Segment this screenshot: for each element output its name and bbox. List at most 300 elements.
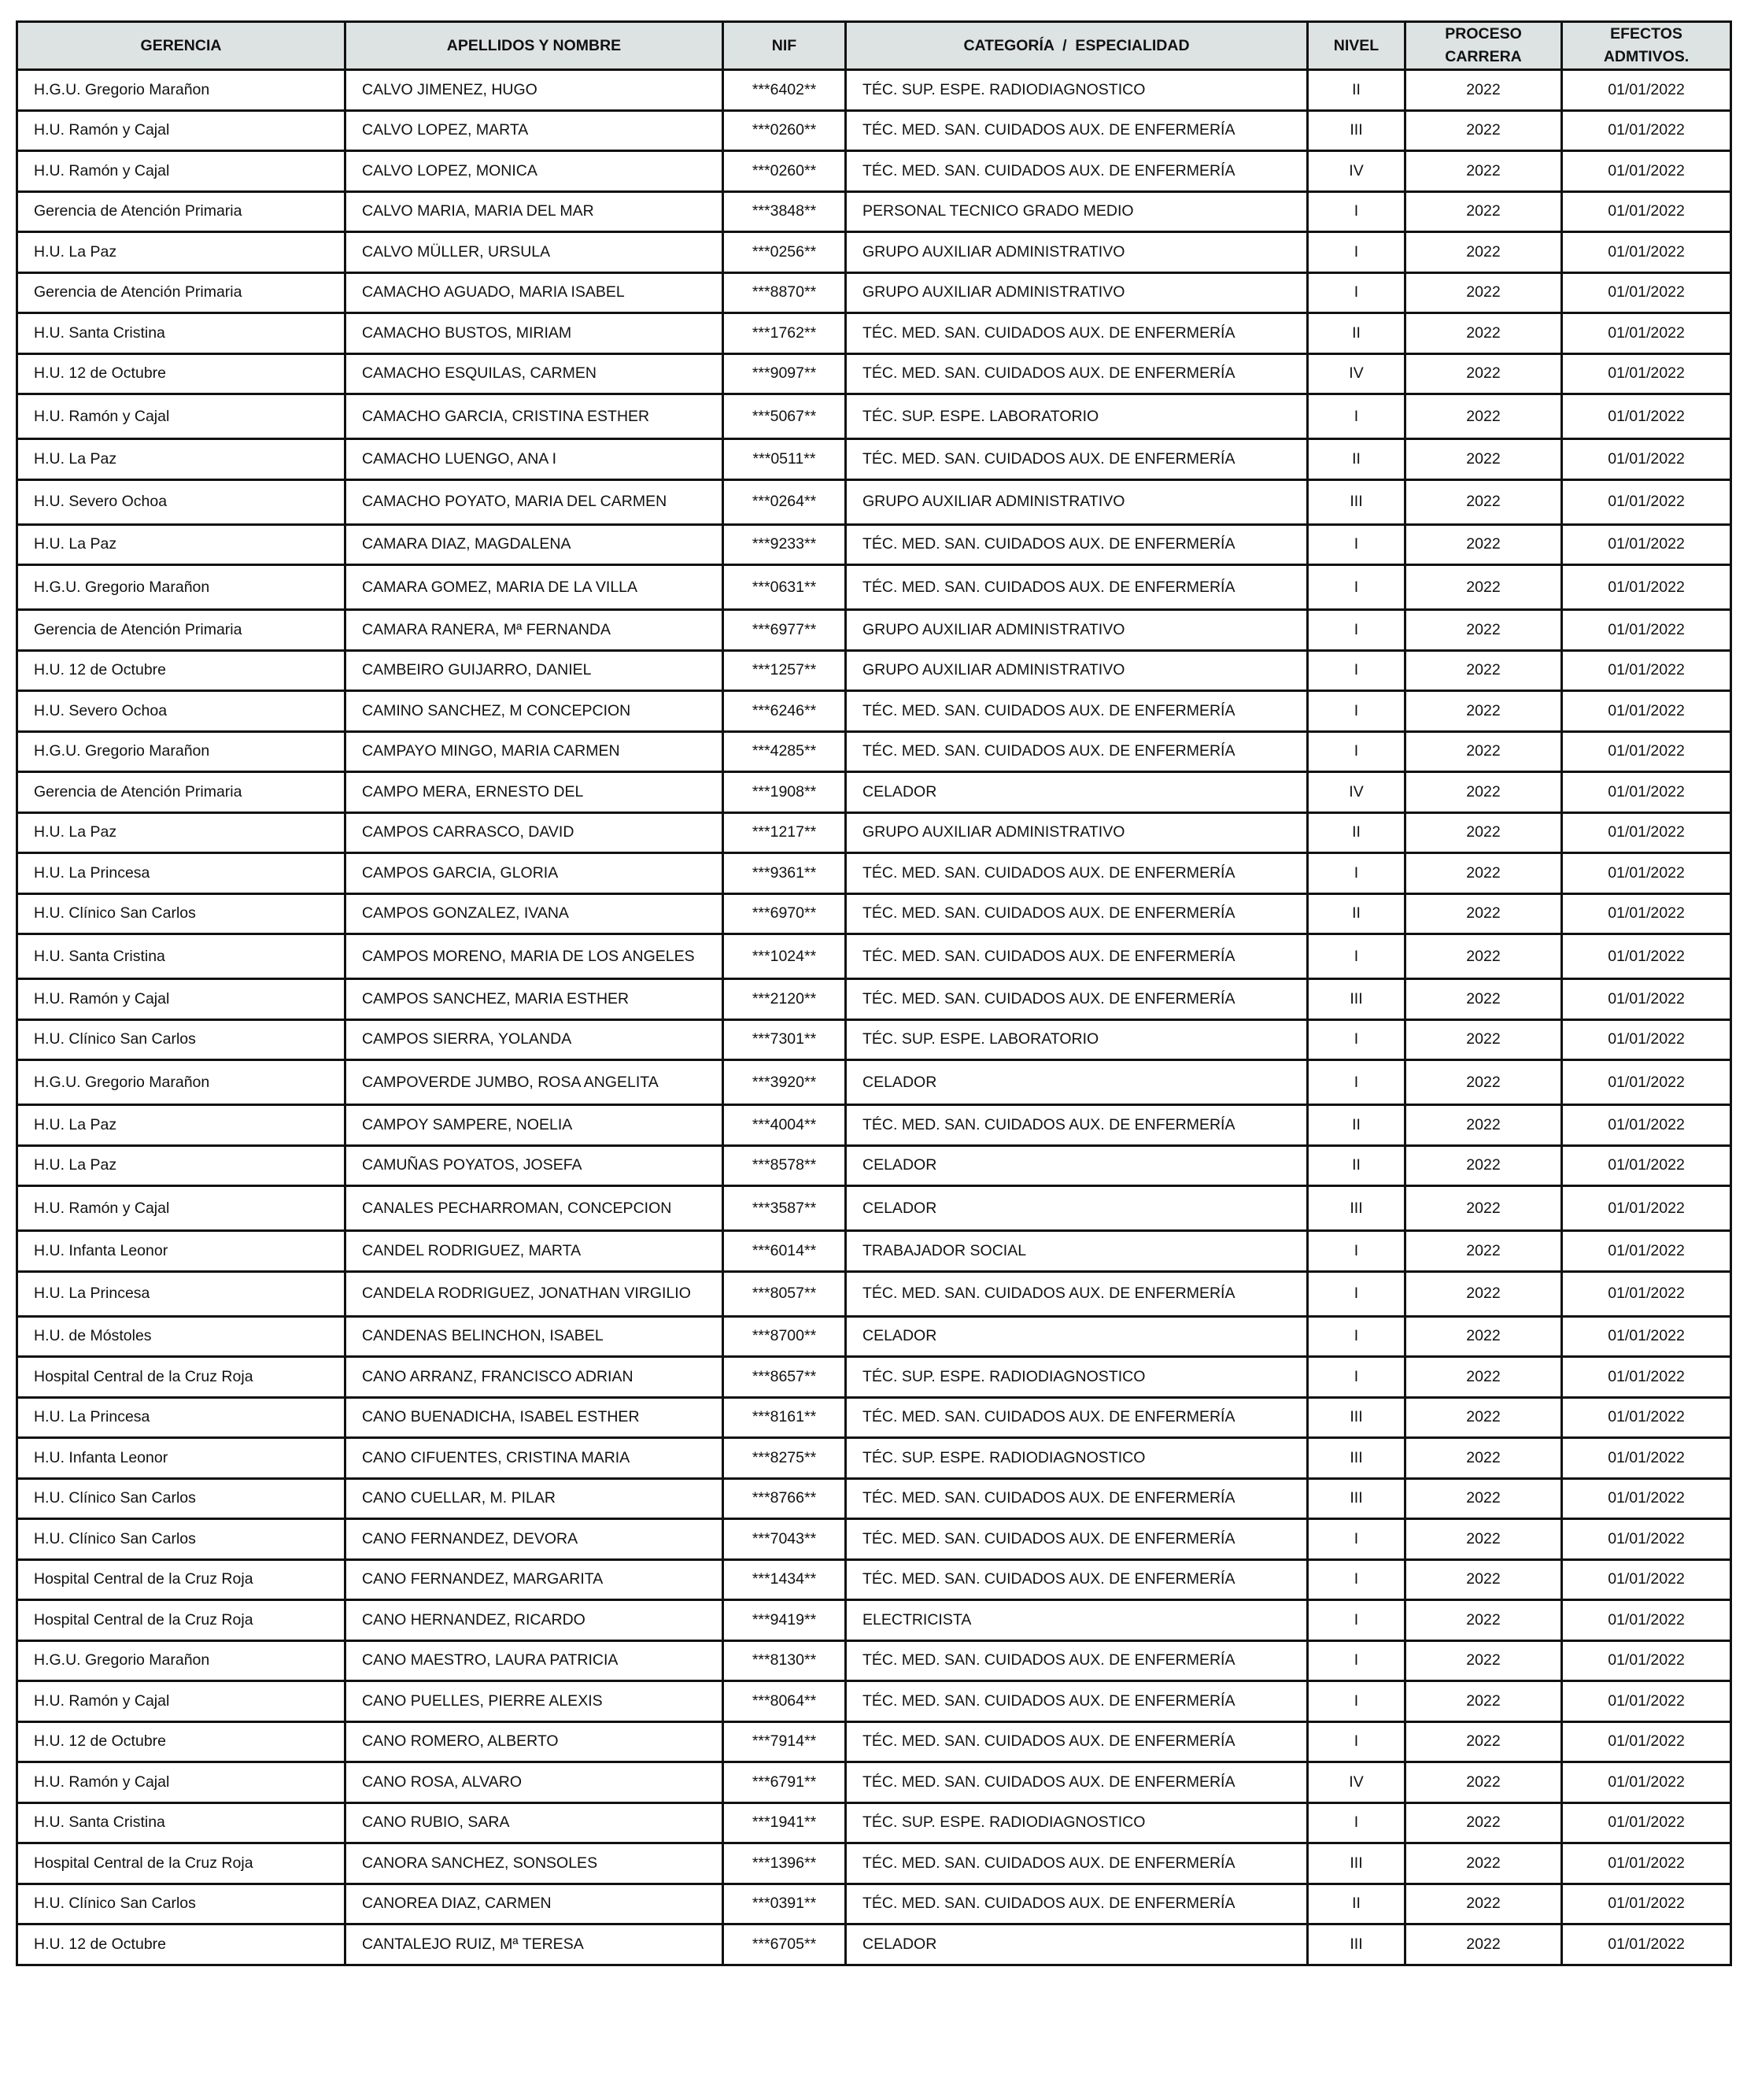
header-nivel: NIVEL: [1308, 22, 1405, 70]
gerencia-cell: H.U. La Paz: [17, 232, 345, 273]
nif-cell: ***1941**: [723, 1802, 846, 1843]
efectos-cell: 01/01/2022: [1562, 979, 1731, 1020]
nombre-cell: CANO PUELLES, PIERRE ALEXIS: [345, 1681, 723, 1722]
nombre-cell: CAMPOS SIERRA, YOLANDA: [345, 1019, 723, 1060]
categoria-cell: TÉC. MED. SAN. CUIDADOS AUX. DE ENFERMERÍA: [846, 1762, 1308, 1803]
proceso-cell: 2022: [1405, 272, 1562, 313]
proceso-cell: 2022: [1405, 1681, 1562, 1722]
nombre-cell: CAMACHO ESQUILAS, CARMEN: [345, 353, 723, 394]
efectos-cell: 01/01/2022: [1562, 394, 1731, 439]
gerencia-cell: Hospital Central de la Cruz Roja: [17, 1357, 345, 1398]
nivel-cell: I: [1308, 853, 1405, 894]
nombre-cell: CANO MAESTRO, LAURA PATRICIA: [345, 1640, 723, 1681]
categoria-cell: TÉC. SUP. ESPE. LABORATORIO: [846, 394, 1308, 439]
nivel-cell: I: [1308, 1559, 1405, 1600]
proceso-cell: 2022: [1405, 1640, 1562, 1681]
efectos-cell: 01/01/2022: [1562, 1559, 1731, 1600]
gerencia-cell: H.U. 12 de Octubre: [17, 650, 345, 691]
nombre-cell: CAMPOVERDE JUMBO, ROSA ANGELITA: [345, 1060, 723, 1105]
nombre-cell: CAMARA DIAZ, MAGDALENA: [345, 524, 723, 565]
efectos-cell: 01/01/2022: [1562, 853, 1731, 894]
gerencia-cell: Gerencia de Atención Primaria: [17, 772, 345, 813]
nif-cell: ***1908**: [723, 772, 846, 813]
efectos-cell: 01/01/2022: [1562, 232, 1731, 273]
nivel-cell: I: [1308, 1019, 1405, 1060]
table-body: [17, 70, 1731, 1965]
categoria-cell: TÉC. MED. SAN. CUIDADOS AUX. DE ENFERMERÍA: [846, 524, 1308, 565]
categoria-cell: GRUPO AUXILIAR ADMINISTRATIVO: [846, 610, 1308, 651]
nombre-cell: CAMPOS CARRASCO, DAVID: [345, 812, 723, 853]
nif-cell: ***0260**: [723, 151, 846, 192]
efectos-cell: 01/01/2022: [1562, 772, 1731, 813]
nombre-cell: CANO ROMERO, ALBERTO: [345, 1721, 723, 1762]
efectos-cell: 01/01/2022: [1562, 1681, 1731, 1722]
nombre-cell: CANALES PECHARROMAN, CONCEPCION: [345, 1186, 723, 1231]
efectos-cell: 01/01/2022: [1562, 691, 1731, 732]
header-efectos: EFECTOS ADMTIVOS.: [1562, 22, 1731, 70]
table-row: [17, 191, 1731, 232]
proceso-cell: 2022: [1405, 853, 1562, 894]
nombre-cell: CANO CIFUENTES, CRISTINA MARIA: [345, 1438, 723, 1479]
efectos-cell: 01/01/2022: [1562, 313, 1731, 354]
table-row: [17, 313, 1731, 354]
proceso-cell: 2022: [1405, 1105, 1562, 1146]
nombre-cell: CANO ROSA, ALVARO: [345, 1762, 723, 1803]
nombre-cell: CAMPOS GARCIA, GLORIA: [345, 853, 723, 894]
efectos-cell: 01/01/2022: [1562, 1924, 1731, 1965]
categoria-cell: TÉC. MED. SAN. CUIDADOS AUX. DE ENFERMERÍA: [846, 439, 1308, 480]
categoria-cell: TÉC. SUP. ESPE. RADIODIAGNOSTICO: [846, 1357, 1308, 1398]
gerencia-cell: Gerencia de Atención Primaria: [17, 610, 345, 651]
gerencia-cell: H.U. Severo Ochoa: [17, 691, 345, 732]
nivel-cell: I: [1308, 1231, 1405, 1272]
personnel-table: [16, 20, 1732, 1966]
proceso-cell: 2022: [1405, 191, 1562, 232]
nombre-cell: CALVO MÜLLER, URSULA: [345, 232, 723, 273]
gerencia-cell: H.U. Santa Cristina: [17, 1802, 345, 1843]
nombre-cell: CALVO MARIA, MARIA DEL MAR: [345, 191, 723, 232]
proceso-cell: 2022: [1405, 1600, 1562, 1641]
gerencia-cell: H.U. La Paz: [17, 1145, 345, 1186]
categoria-cell: TÉC. MED. SAN. CUIDADOS AUX. DE ENFERMERÍA: [846, 313, 1308, 354]
categoria-cell: TÉC. MED. SAN. CUIDADOS AUX. DE ENFERMERÍA: [846, 691, 1308, 732]
nivel-cell: I: [1308, 1060, 1405, 1105]
table-row: [17, 1186, 1731, 1231]
nif-cell: ***6402**: [723, 70, 846, 111]
gerencia-cell: H.G.U. Gregorio Marañon: [17, 1640, 345, 1681]
categoria-cell: PERSONAL TECNICO GRADO MEDIO: [846, 191, 1308, 232]
efectos-cell: 01/01/2022: [1562, 110, 1731, 151]
gerencia-cell: H.U. de Móstoles: [17, 1316, 345, 1357]
gerencia-cell: H.U. La Paz: [17, 812, 345, 853]
proceso-cell: 2022: [1405, 232, 1562, 273]
efectos-cell: 01/01/2022: [1562, 1231, 1731, 1272]
nif-cell: ***9233**: [723, 524, 846, 565]
nif-cell: ***0391**: [723, 1884, 846, 1924]
categoria-cell: CELADOR: [846, 1060, 1308, 1105]
nif-cell: ***1396**: [723, 1843, 846, 1884]
proceso-cell: 2022: [1405, 524, 1562, 565]
nif-cell: ***1024**: [723, 934, 846, 979]
gerencia-cell: H.U. Ramón y Cajal: [17, 1186, 345, 1231]
nivel-cell: III: [1308, 979, 1405, 1020]
proceso-cell: 2022: [1405, 610, 1562, 651]
nif-cell: ***5067**: [723, 394, 846, 439]
gerencia-cell: H.U. Infanta Leonor: [17, 1231, 345, 1272]
gerencia-cell: H.U. Clínico San Carlos: [17, 1519, 345, 1560]
gerencia-cell: Hospital Central de la Cruz Roja: [17, 1559, 345, 1600]
table-row: [17, 1438, 1731, 1479]
nombre-cell: CALVO JIMENEZ, HUGO: [345, 70, 723, 111]
header-categoria: CATEGORÍA / ESPECIALIDAD: [846, 22, 1308, 70]
table-row: [17, 610, 1731, 651]
table-row: [17, 1559, 1731, 1600]
categoria-cell: GRUPO AUXILIAR ADMINISTRATIVO: [846, 812, 1308, 853]
nivel-cell: I: [1308, 1519, 1405, 1560]
nif-cell: ***1762**: [723, 313, 846, 354]
categoria-cell: GRUPO AUXILIAR ADMINISTRATIVO: [846, 650, 1308, 691]
categoria-cell: TÉC. MED. SAN. CUIDADOS AUX. DE ENFERMERÍA: [846, 1681, 1308, 1722]
nombre-cell: CALVO LOPEZ, MONICA: [345, 151, 723, 192]
proceso-cell: 2022: [1405, 1271, 1562, 1316]
table-row: [17, 1060, 1731, 1105]
proceso-cell: 2022: [1405, 812, 1562, 853]
proceso-cell: 2022: [1405, 979, 1562, 1020]
proceso-cell: 2022: [1405, 1843, 1562, 1884]
table-row: [17, 1019, 1731, 1060]
header-nombre: APELLIDOS Y NOMBRE: [345, 22, 723, 70]
table-row: [17, 1519, 1731, 1560]
categoria-cell: TÉC. MED. SAN. CUIDADOS AUX. DE ENFERMERÍA: [846, 853, 1308, 894]
nivel-cell: IV: [1308, 353, 1405, 394]
gerencia-cell: H.U. Severo Ochoa: [17, 479, 345, 524]
nif-cell: ***6791**: [723, 1762, 846, 1803]
categoria-cell: TÉC. MED. SAN. CUIDADOS AUX. DE ENFERMERÍA: [846, 1843, 1308, 1884]
proceso-cell: 2022: [1405, 934, 1562, 979]
nif-cell: ***7914**: [723, 1721, 846, 1762]
nif-cell: ***9361**: [723, 853, 846, 894]
nombre-cell: CAMBEIRO GUIJARRO, DANIEL: [345, 650, 723, 691]
nif-cell: ***6705**: [723, 1924, 846, 1965]
nif-cell: ***8700**: [723, 1316, 846, 1357]
nif-cell: ***8064**: [723, 1681, 846, 1722]
nombre-cell: CAMARA RANERA, Mª FERNANDA: [345, 610, 723, 651]
nif-cell: ***4285**: [723, 731, 846, 772]
proceso-cell: 2022: [1405, 479, 1562, 524]
categoria-cell: TÉC. MED. SAN. CUIDADOS AUX. DE ENFERMERÍA: [846, 1397, 1308, 1438]
gerencia-cell: H.U. 12 de Octubre: [17, 1924, 345, 1965]
proceso-cell: 2022: [1405, 1559, 1562, 1600]
categoria-cell: TRABAJADOR SOCIAL: [846, 1231, 1308, 1272]
gerencia-cell: H.U. Clínico San Carlos: [17, 893, 345, 934]
categoria-cell: TÉC. MED. SAN. CUIDADOS AUX. DE ENFERMERÍA: [846, 565, 1308, 610]
table-row: [17, 1357, 1731, 1398]
proceso-cell: 2022: [1405, 1316, 1562, 1357]
efectos-cell: 01/01/2022: [1562, 731, 1731, 772]
efectos-cell: 01/01/2022: [1562, 353, 1731, 394]
table-row: [17, 979, 1731, 1020]
nombre-cell: CAMPAYO MINGO, MARIA CARMEN: [345, 731, 723, 772]
nif-cell: ***3920**: [723, 1060, 846, 1105]
efectos-cell: 01/01/2022: [1562, 1438, 1731, 1479]
table-row: [17, 1105, 1731, 1146]
table-row: [17, 151, 1731, 192]
header-proceso: PROCESO CARRERA: [1405, 22, 1562, 70]
categoria-cell: TÉC. MED. SAN. CUIDADOS AUX. DE ENFERMERÍA: [846, 893, 1308, 934]
gerencia-cell: H.U. La Paz: [17, 1105, 345, 1146]
gerencia-cell: Hospital Central de la Cruz Roja: [17, 1843, 345, 1884]
efectos-cell: 01/01/2022: [1562, 565, 1731, 610]
proceso-cell: 2022: [1405, 70, 1562, 111]
nif-cell: ***9419**: [723, 1600, 846, 1641]
gerencia-cell: H.U. Clínico San Carlos: [17, 1884, 345, 1924]
gerencia-cell: H.U. La Paz: [17, 439, 345, 480]
nif-cell: ***6014**: [723, 1231, 846, 1272]
nombre-cell: CANORA SANCHEZ, SONSOLES: [345, 1843, 723, 1884]
table-row: [17, 731, 1731, 772]
table-row: [17, 479, 1731, 524]
efectos-cell: 01/01/2022: [1562, 934, 1731, 979]
nombre-cell: CAMINO SANCHEZ, M CONCEPCION: [345, 691, 723, 732]
nivel-cell: I: [1308, 1721, 1405, 1762]
gerencia-cell: H.U. Ramón y Cajal: [17, 1681, 345, 1722]
nivel-cell: II: [1308, 313, 1405, 354]
table-row: [17, 893, 1731, 934]
nivel-cell: I: [1308, 272, 1405, 313]
categoria-cell: TÉC. MED. SAN. CUIDADOS AUX. DE ENFERMERÍA: [846, 353, 1308, 394]
nombre-cell: CANO CUELLAR, M. PILAR: [345, 1478, 723, 1519]
nombre-cell: CAMACHO LUENGO, ANA I: [345, 439, 723, 480]
categoria-cell: TÉC. MED. SAN. CUIDADOS AUX. DE ENFERMERÍA: [846, 151, 1308, 192]
nivel-cell: II: [1308, 812, 1405, 853]
proceso-cell: 2022: [1405, 1802, 1562, 1843]
categoria-cell: TÉC. MED. SAN. CUIDADOS AUX. DE ENFERMERÍA: [846, 979, 1308, 1020]
nivel-cell: III: [1308, 110, 1405, 151]
gerencia-cell: H.U. 12 de Octubre: [17, 353, 345, 394]
table-row: [17, 272, 1731, 313]
proceso-cell: 2022: [1405, 1357, 1562, 1398]
efectos-cell: 01/01/2022: [1562, 70, 1731, 111]
efectos-cell: 01/01/2022: [1562, 1357, 1731, 1398]
table-row: [17, 232, 1731, 273]
categoria-cell: TÉC. SUP. ESPE. RADIODIAGNOSTICO: [846, 70, 1308, 111]
table-row: [17, 1802, 1731, 1843]
gerencia-cell: H.U. La Princesa: [17, 853, 345, 894]
nivel-cell: I: [1308, 1802, 1405, 1843]
nif-cell: ***6246**: [723, 691, 846, 732]
nif-cell: ***4004**: [723, 1105, 846, 1146]
nombre-cell: CAMACHO BUSTOS, MIRIAM: [345, 313, 723, 354]
table-row: [17, 1145, 1731, 1186]
categoria-cell: TÉC. MED. SAN. CUIDADOS AUX. DE ENFERMERÍA: [846, 1721, 1308, 1762]
gerencia-cell: H.U. La Paz: [17, 524, 345, 565]
gerencia-cell: H.U. Ramón y Cajal: [17, 1762, 345, 1803]
proceso-cell: 2022: [1405, 731, 1562, 772]
efectos-cell: 01/01/2022: [1562, 1145, 1731, 1186]
nivel-cell: I: [1308, 191, 1405, 232]
nif-cell: ***9097**: [723, 353, 846, 394]
proceso-cell: 2022: [1405, 1060, 1562, 1105]
efectos-cell: 01/01/2022: [1562, 1186, 1731, 1231]
table-row: [17, 1316, 1731, 1357]
nivel-cell: I: [1308, 1600, 1405, 1641]
efectos-cell: 01/01/2022: [1562, 439, 1731, 480]
header-row: [17, 22, 1731, 70]
proceso-cell: 2022: [1405, 1762, 1562, 1803]
nivel-cell: II: [1308, 893, 1405, 934]
categoria-cell: TÉC. SUP. ESPE. LABORATORIO: [846, 1019, 1308, 1060]
nivel-cell: III: [1308, 479, 1405, 524]
efectos-cell: 01/01/2022: [1562, 1519, 1731, 1560]
nif-cell: ***8657**: [723, 1357, 846, 1398]
table-row: [17, 524, 1731, 565]
table-row: [17, 1924, 1731, 1965]
efectos-cell: 01/01/2022: [1562, 812, 1731, 853]
proceso-cell: 2022: [1405, 1397, 1562, 1438]
nombre-cell: CANOREA DIAZ, CARMEN: [345, 1884, 723, 1924]
nombre-cell: CANO FERNANDEZ, DEVORA: [345, 1519, 723, 1560]
table-row: [17, 650, 1731, 691]
nivel-cell: I: [1308, 394, 1405, 439]
table-row: [17, 691, 1731, 732]
nombre-cell: CANO ARRANZ, FRANCISCO ADRIAN: [345, 1357, 723, 1398]
nombre-cell: CAMACHO POYATO, MARIA DEL CARMEN: [345, 479, 723, 524]
efectos-cell: 01/01/2022: [1562, 191, 1731, 232]
gerencia-cell: H.U. Infanta Leonor: [17, 1438, 345, 1479]
gerencia-cell: H.U. Ramón y Cajal: [17, 110, 345, 151]
gerencia-cell: Hospital Central de la Cruz Roja: [17, 1600, 345, 1641]
table-row: [17, 1478, 1731, 1519]
proceso-cell: 2022: [1405, 439, 1562, 480]
nombre-cell: CALVO LOPEZ, MARTA: [345, 110, 723, 151]
nombre-cell: CANDENAS BELINCHON, ISABEL: [345, 1316, 723, 1357]
nif-cell: ***8870**: [723, 272, 846, 313]
categoria-cell: TÉC. MED. SAN. CUIDADOS AUX. DE ENFERMERÍA: [846, 1478, 1308, 1519]
nivel-cell: I: [1308, 524, 1405, 565]
efectos-cell: 01/01/2022: [1562, 1884, 1731, 1924]
categoria-cell: CELADOR: [846, 772, 1308, 813]
nombre-cell: CAMPOY SAMPERE, NOELIA: [345, 1105, 723, 1146]
nivel-cell: II: [1308, 1105, 1405, 1146]
nombre-cell: CANTALEJO RUIZ, Mª TERESA: [345, 1924, 723, 1965]
proceso-cell: 2022: [1405, 1438, 1562, 1479]
efectos-cell: 01/01/2022: [1562, 610, 1731, 651]
table-row: [17, 353, 1731, 394]
efectos-cell: 01/01/2022: [1562, 1802, 1731, 1843]
nombre-cell: CANDELA RODRIGUEZ, JONATHAN VIRGILIO: [345, 1271, 723, 1316]
nombre-cell: CAMPOS MORENO, MARIA DE LOS ANGELES: [345, 934, 723, 979]
proceso-cell: 2022: [1405, 691, 1562, 732]
efectos-cell: 01/01/2022: [1562, 1478, 1731, 1519]
efectos-cell: 01/01/2022: [1562, 1316, 1731, 1357]
proceso-cell: 2022: [1405, 1721, 1562, 1762]
gerencia-cell: H.U. Clínico San Carlos: [17, 1478, 345, 1519]
categoria-cell: GRUPO AUXILIAR ADMINISTRATIVO: [846, 272, 1308, 313]
efectos-cell: 01/01/2022: [1562, 650, 1731, 691]
table-row: [17, 565, 1731, 610]
table-row: [17, 1721, 1731, 1762]
gerencia-cell: H.U. La Princesa: [17, 1271, 345, 1316]
nif-cell: ***8578**: [723, 1145, 846, 1186]
nif-cell: ***2120**: [723, 979, 846, 1020]
nivel-cell: IV: [1308, 1762, 1405, 1803]
proceso-cell: 2022: [1405, 394, 1562, 439]
nif-cell: ***0264**: [723, 479, 846, 524]
gerencia-cell: H.U. Ramón y Cajal: [17, 151, 345, 192]
nombre-cell: CAMPOS GONZALEZ, IVANA: [345, 893, 723, 934]
nif-cell: ***0631**: [723, 565, 846, 610]
categoria-cell: TÉC. MED. SAN. CUIDADOS AUX. DE ENFERMERÍA: [846, 1559, 1308, 1600]
gerencia-cell: H.U. Clínico San Carlos: [17, 1019, 345, 1060]
categoria-cell: TÉC. SUP. ESPE. RADIODIAGNOSTICO: [846, 1802, 1308, 1843]
gerencia-cell: H.U. Ramón y Cajal: [17, 979, 345, 1020]
nombre-cell: CAMACHO GARCIA, CRISTINA ESTHER: [345, 394, 723, 439]
table-row: [17, 1600, 1731, 1641]
table-row: [17, 853, 1731, 894]
nivel-cell: I: [1308, 731, 1405, 772]
proceso-cell: 2022: [1405, 1924, 1562, 1965]
efectos-cell: 01/01/2022: [1562, 893, 1731, 934]
nivel-cell: I: [1308, 610, 1405, 651]
table-row: [17, 1271, 1731, 1316]
nivel-cell: II: [1308, 70, 1405, 111]
efectos-cell: 01/01/2022: [1562, 272, 1731, 313]
gerencia-cell: H.G.U. Gregorio Marañon: [17, 731, 345, 772]
nivel-cell: III: [1308, 1438, 1405, 1479]
gerencia-cell: H.G.U. Gregorio Marañon: [17, 565, 345, 610]
proceso-cell: 2022: [1405, 1145, 1562, 1186]
gerencia-cell: H.G.U. Gregorio Marañon: [17, 70, 345, 111]
gerencia-cell: H.U. 12 de Octubre: [17, 1721, 345, 1762]
proceso-cell: 2022: [1405, 1519, 1562, 1560]
gerencia-cell: H.U. Ramón y Cajal: [17, 394, 345, 439]
categoria-cell: ELECTRICISTA: [846, 1600, 1308, 1641]
table-row: [17, 439, 1731, 480]
nombre-cell: CANO BUENADICHA, ISABEL ESTHER: [345, 1397, 723, 1438]
table-row: [17, 110, 1731, 151]
nivel-cell: III: [1308, 1186, 1405, 1231]
nif-cell: ***7043**: [723, 1519, 846, 1560]
nif-cell: ***8766**: [723, 1478, 846, 1519]
efectos-cell: 01/01/2022: [1562, 1060, 1731, 1105]
nombre-cell: CANO FERNANDEZ, MARGARITA: [345, 1559, 723, 1600]
efectos-cell: 01/01/2022: [1562, 1105, 1731, 1146]
header-gerencia: GERENCIA: [17, 22, 345, 70]
nivel-cell: I: [1308, 1316, 1405, 1357]
categoria-cell: GRUPO AUXILIAR ADMINISTRATIVO: [846, 479, 1308, 524]
efectos-cell: 01/01/2022: [1562, 479, 1731, 524]
nombre-cell: CAMUÑAS POYATOS, JOSEFA: [345, 1145, 723, 1186]
nif-cell: ***6970**: [723, 893, 846, 934]
table-row: [17, 772, 1731, 813]
nivel-cell: I: [1308, 1640, 1405, 1681]
nif-cell: ***6977**: [723, 610, 846, 651]
proceso-cell: 2022: [1405, 151, 1562, 192]
categoria-cell: TÉC. MED. SAN. CUIDADOS AUX. DE ENFERMERÍA: [846, 110, 1308, 151]
categoria-cell: CELADOR: [846, 1186, 1308, 1231]
nivel-cell: III: [1308, 1478, 1405, 1519]
table-row: [17, 1231, 1731, 1272]
nivel-cell: II: [1308, 1884, 1405, 1924]
table-row: [17, 394, 1731, 439]
nif-cell: ***8057**: [723, 1271, 846, 1316]
efectos-cell: 01/01/2022: [1562, 1271, 1731, 1316]
table-row: [17, 1681, 1731, 1722]
efectos-cell: 01/01/2022: [1562, 1019, 1731, 1060]
nombre-cell: CANO HERNANDEZ, RICARDO: [345, 1600, 723, 1641]
nivel-cell: I: [1308, 691, 1405, 732]
nivel-cell: III: [1308, 1924, 1405, 1965]
